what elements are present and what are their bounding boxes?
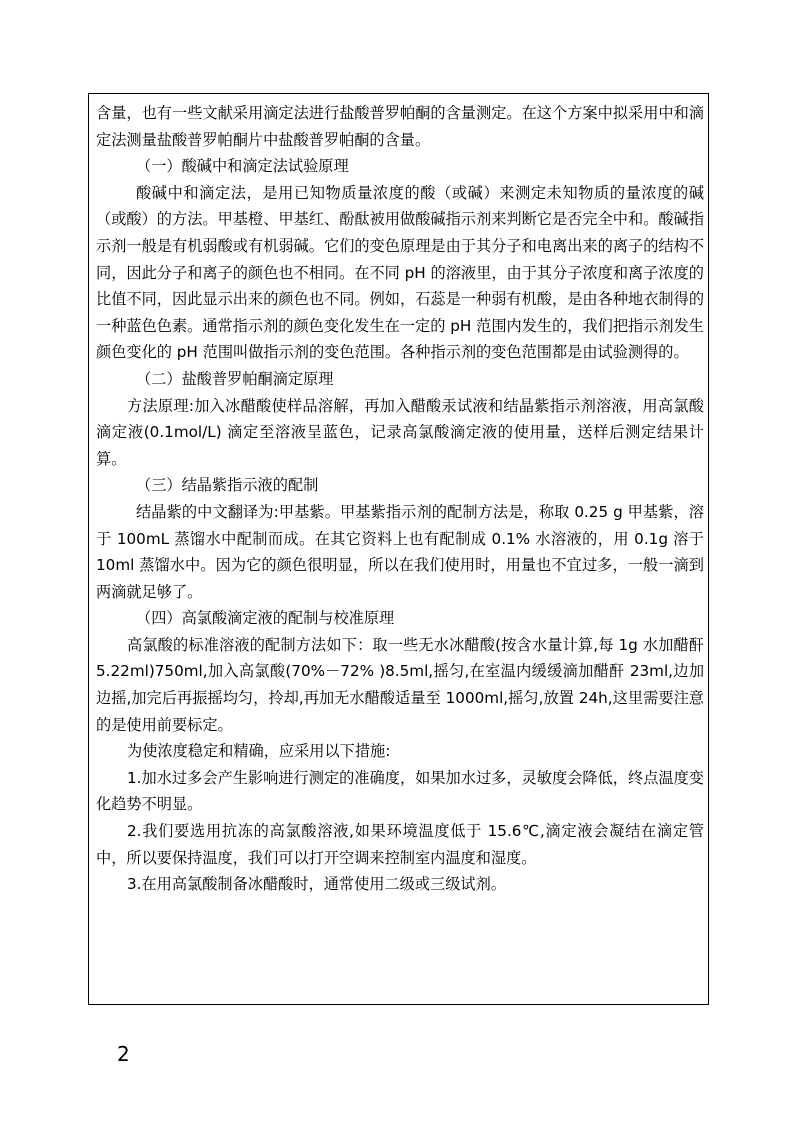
document-body xyxy=(96,100,704,898)
paragraph-measures-intro: 为使浓度稳定和精确，应采用以下措施: xyxy=(127,742,391,761)
paragraph-crystal-violet: 结晶紫的中文翻译为:甲基紫。甲基紫指示剂的配制方法是，称取 0.25 g 甲基紫，溶于 100mL 蒸馏水中配制而成。在其它资料上也有配制成 0.1% 水溶液的，用 0.1g 溶于 10ml 蒸馏水中。因为它的颜色很明显，所以在我们使用时，用量也不宜过多，一般一滴到两滴就足够了。 xyxy=(96,502,704,601)
page-number: 2 xyxy=(117,1042,130,1066)
paragraph-perchloric-prep: 高氯酸的标准溶液的配制方法如下：取一些无水冰醋酸(按含水量计算,每 1g 水加醋酐 5.22ml)750ml,加入高氯酸(70%－72% )8.5ml,摇匀,在室温内缓缓滴加醋酐 23ml,边加边摇,加完后再振摇均匀，拎却,再加无水醋酸适量至 1000ml,摇匀,放置 24h,这里需要注意的是使用前要标定。 xyxy=(96,635,705,734)
list-item-2: 2.我们要选用抗冻的高氯酸溶液,如果环境温度低于 15.6℃,滴定液会凝结在滴定管中，所以要保持温度，我们可以打开空调来控制室内温度和湿度。 xyxy=(96,822,704,867)
list-item-3: 3.在用高氯酸制备冰醋酸时，通常使用二级或三级试剂。 xyxy=(127,875,506,894)
paragraph-acid-base-principle: 酸碱中和滴定法，是用已知物质量浓度的酸（或碱）来测定未知物质的量浓度的碱（或酸）的方法。甲基橙、甲基红、酚酞被用做酸碱指示剂来判断它是否完全中和。酸碱指示剂一般是有机弱酸或有机弱碱。它们的变色原理是由于其分子和电离出来的离子的结构不同，因此分子和离子的颜色也不相同。在不同 pH 的溶液里，由于其分子浓度和离子浓度的比值不同，因此显示出来的颜色也不同。例如，石蕊是一种弱有机酸，是由各种地衣制得的一种蓝色色素。通常指示剂的颜色变化发生在一定的 pH 范围内发生的，我们把指示剂发生颜色变化的 pH 范围叫做指示剂的变色范围。各种指示剂的变色范围都是由试验测得的。 xyxy=(96,183,704,362)
section-heading-2: （二）盐酸普罗帕酮滴定原理 xyxy=(136,369,334,388)
section-heading-3: （三）结晶紫指示液的配制 xyxy=(136,476,319,495)
section-heading-1: （一）酸碱中和滴定法试验原理 xyxy=(136,157,349,176)
paragraph-intro: 含量，也有一些文献采用滴定法进行盐酸普罗帕酮的含量测定。在这个方案中拟采用中和滴定法测量盐酸普罗帕酮片中盐酸普罗帕酮的含量。 xyxy=(96,104,704,149)
list-item-1: 1.加水过多会产生影响进行测定的准确度，如果加水过多，灵敏度会降低，终点温度变化趋势不明显。 xyxy=(96,768,704,814)
paragraph-method-principle: 方法原理:加入冰醋酸使样品溶解，再加入醋酸汞试液和结晶紫指示剂溶液，用高氯酸滴定液(0.1mol/L) 滴定至溶液呈蓝色，记录高氯酸滴定液的使用量，送样后测定结果计算。 xyxy=(96,396,704,468)
section-heading-4: （四）高氯酸滴定液的配制与校准原理 xyxy=(136,609,395,628)
